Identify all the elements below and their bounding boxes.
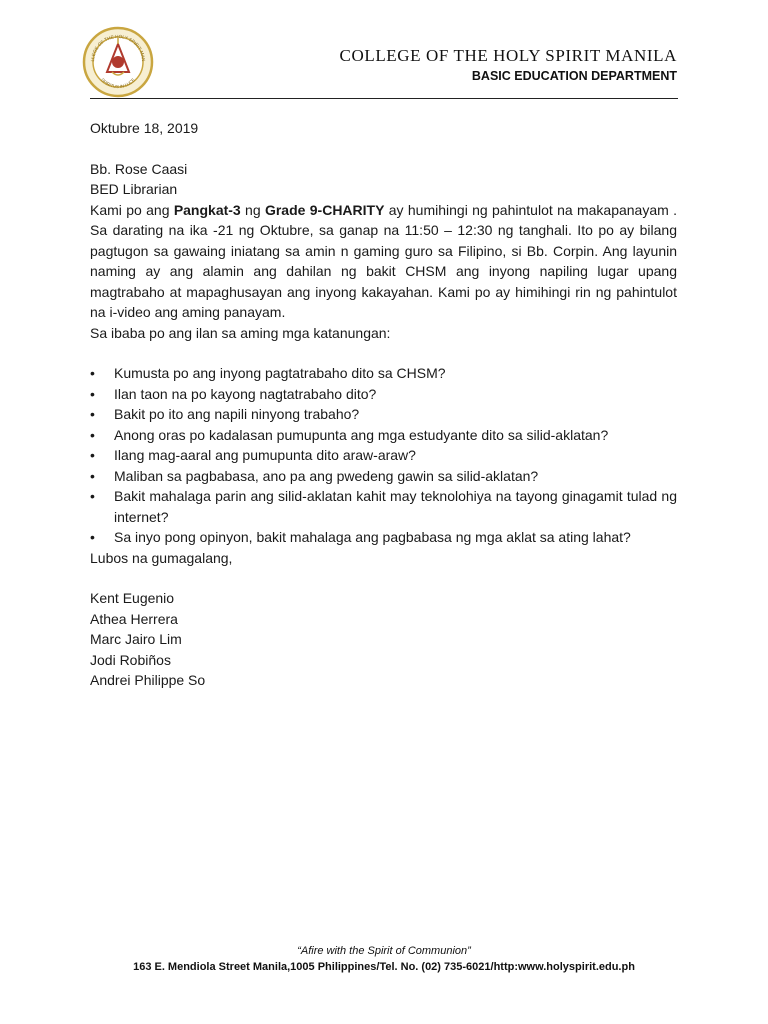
signer-name: Marc Jairo Lim — [90, 631, 182, 647]
signers-list — [90, 588, 677, 691]
para-text-1: Kami po ang — [90, 201, 174, 218]
school-seal-icon — [82, 26, 154, 98]
org-name: COLLEGE OF THE HOLY SPIRIT MANILA — [339, 46, 677, 65]
list-item: • Kumusta po ang inyong pagtatrabaho dito sa CHSM? — [90, 363, 677, 384]
list-item: • Anong oras po kadalasan pumupunta ang mga estudyante dito sa silid-aklatan? — [90, 425, 677, 446]
para-text-2: ng — [240, 201, 265, 218]
footer — [0, 945, 768, 973]
request-paragraph — [90, 200, 677, 323]
closing-line: Lubos na gumagalang, — [90, 549, 233, 566]
recipient-name: Bb. Rose Caasi — [90, 160, 188, 177]
signer-name: Kent Eugenio — [90, 590, 175, 606]
list-item: • Ilang mag-aaral ang pumupunta dito araw-araw? — [90, 445, 677, 466]
header-divider — [90, 98, 678, 99]
signer-name: Athea Herrera — [90, 610, 178, 627]
group-name: Pangkat-3 — [173, 201, 241, 218]
list-item: • Ilan taon na po kayong nagtatrabaho dito? — [90, 384, 677, 405]
letter-body — [90, 118, 677, 691]
letter-date: Oktubre 18, 2019 — [90, 120, 199, 136]
recipient-title: BED Librarian — [90, 181, 178, 197]
list-item: • Maliban sa pagbabasa, ano pa ang pwedeng gawin sa silid-aklatan? — [90, 466, 677, 487]
school-address: 163 E. Mendiola Street Manila,1005 Philippines/Tel. No. (02) 735-6021/http:www.holyspirit.edu.ph — [133, 961, 635, 973]
questions-intro: Sa ibaba po ang ilan sa aming mga katanungan: — [90, 324, 391, 341]
signer-name: Jodi Robiños — [90, 651, 171, 668]
list-item: • Sa inyo pong opinyon, bakit mahalaga ang pagbabasa ng mga aklat sa ating lahat? — [90, 527, 677, 548]
list-item: • Bakit mahalaga parin ang silid-aklatan kahit may teknolohiya na tayong ginagamit tulad ng internet? — [90, 486, 677, 527]
para-text-3: ay humihingi ng pahintulot na makapanayam . Sa darating na ika -21 ng Oktubre, sa ganap na 11:50 – 12:30 ng tanghali. Ito po ay bilang pagtugon sa gawaing iniatang sa amin n gaming guro sa Filipino, si Bb. Corpin. Ang layunin naming ay ang alamin ang dahilan ng bakit CHSM ang inyong napiling lugar upang magtrabaho at mapaghusayan ang inyong kakayahan. Kami po ay himihingi rin ng pahintulot na i-video ang aming panayam. — [90, 201, 678, 320]
logo-bottom-text: SPIRITUS IN LUCE — [100, 77, 136, 90]
list-item: • Bakit po ito ang napili ninyong trabaho? — [90, 404, 677, 425]
recipient-block — [90, 159, 677, 200]
letterhead — [340, 46, 677, 85]
signer-name: Andrei Philippe So — [90, 672, 206, 688]
questions-list — [90, 363, 677, 548]
logo-top-text: LLEGE OF THE HOLY SPIRIT MAN — [89, 33, 147, 62]
grade-section: Grade 9-CHARITY — [264, 201, 385, 218]
school-motto: “Afire with the Spirit of Communion” — [297, 945, 471, 957]
dept-name: BASIC EDUCATION DEPARTMENT — [471, 69, 677, 83]
